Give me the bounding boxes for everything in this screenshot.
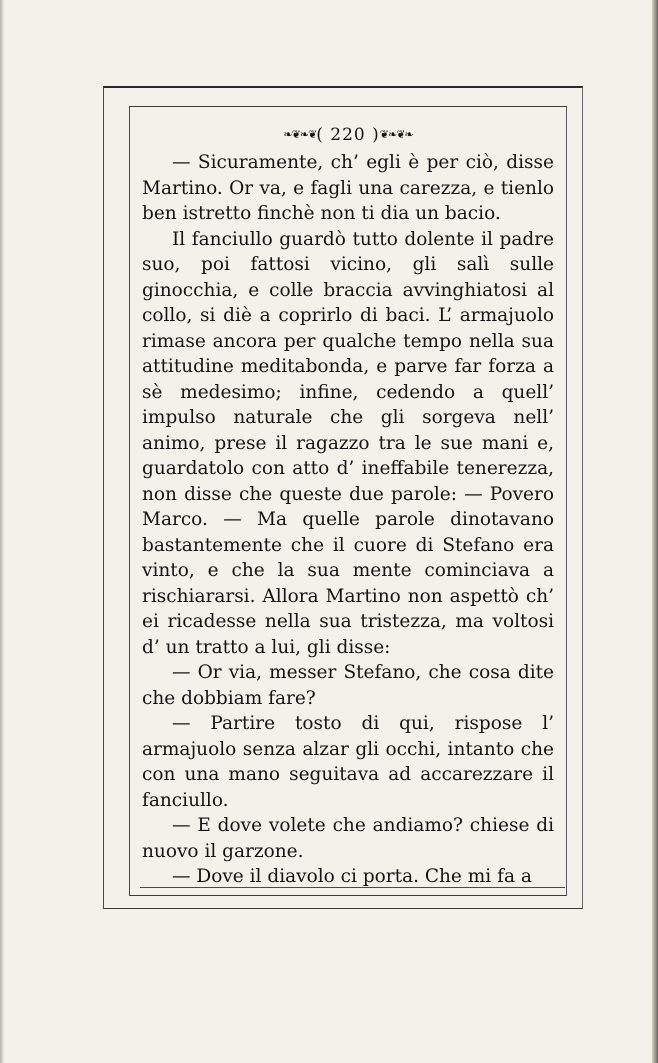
right-ornament: ❦❧❦❧ xyxy=(379,128,413,141)
paragraph: — Dove il diavolo ci porta. Che mi fa a xyxy=(172,866,532,887)
page-edge-right xyxy=(652,0,658,1063)
page-number: ( 220 ) xyxy=(316,125,380,145)
paragraph: — Or via, messer Stefano, che cosa dite che dobbiam fare? xyxy=(142,662,554,709)
paragraph: — E dove volete che andiamo? chiese di nuovo il garzone. xyxy=(142,815,554,862)
paragraph: Il fanciullo guardò tutto dolente il padre suo, poi fattosi vicino, gli salì sulle ginocchia, e colle braccia avvinghiatosi al collo, si diè a coprirlo di baci. L’ armajuolo rimase ancora per qualche tempo nella sua attitudine meditabonda, e parve far forza a sè medesimo; infine, cedendo a quell’ impulso naturale che gli sorgeva nell’ animo, prese il ragazzo tra le sue mani e, guardatolo con atto d’ ineffabile tenerezza, non disse che queste due parole: — Povero Marco. — Ma quelle parole dinotavano bastantemente che il cuore di Stefano era vinto, e che la sua mente cominciava a rischiararsi. Allora Martino non aspettò ch’ ei ricadesse nella sua tristezza, ma voltosi d’ un tratto a lui, gli disse: xyxy=(142,228,554,658)
body-text xyxy=(142,150,554,890)
left-ornament: ❧❦❧❦ xyxy=(283,128,317,141)
page-header xyxy=(129,124,567,146)
paragraph: — Sicuramente, ch’ egli è per ciò, disse Martino. Or va, e fagli una carezza, e tienlo ben istretto finchè non ti dia un bacio. xyxy=(142,152,554,224)
bottom-rule xyxy=(140,887,565,888)
paragraph: — Partire tosto di qui, rispose l’ armajuolo senza alzar gli occhi, intanto che con una mano seguitava ad accarezzare il fanciullo. xyxy=(142,713,554,811)
page-edge-left xyxy=(0,0,4,1063)
